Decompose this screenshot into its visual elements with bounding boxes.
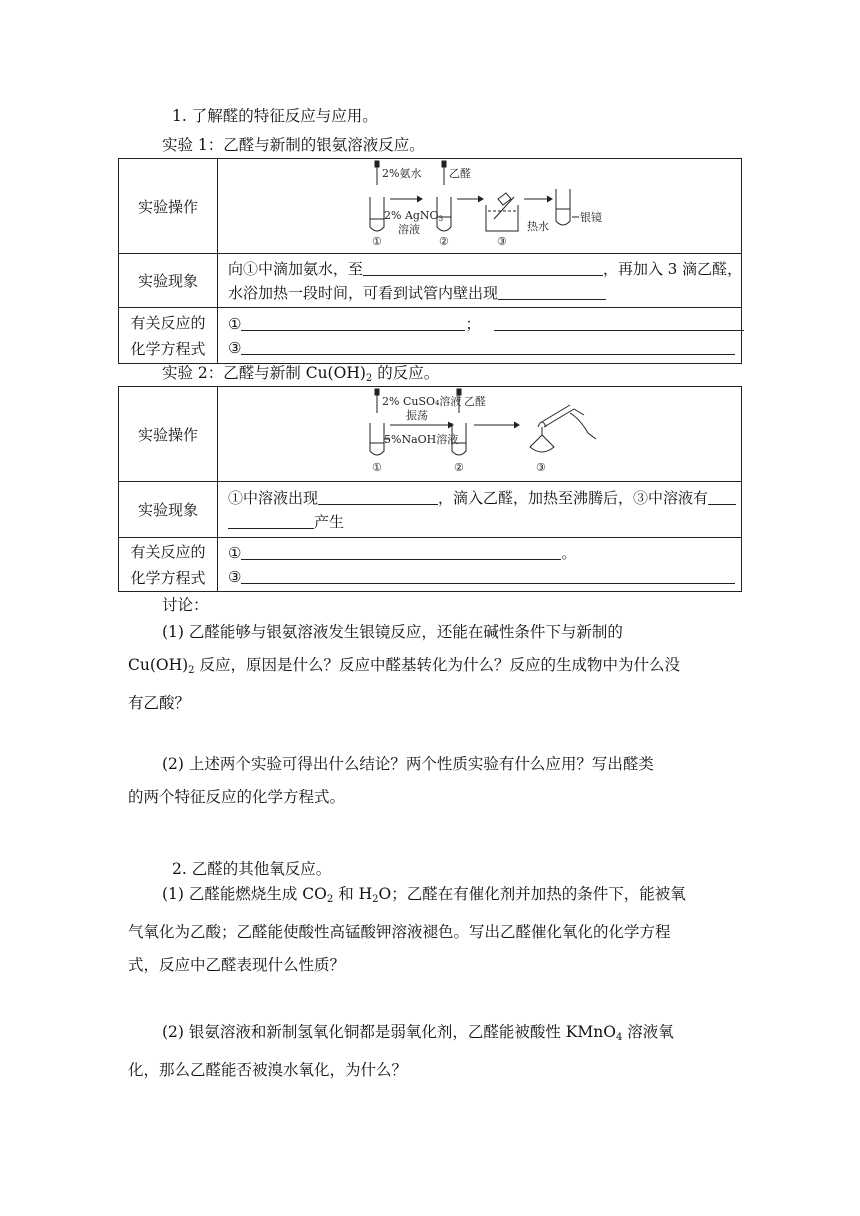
svg-text:乙醛: 乙醛 (464, 395, 486, 408)
svg-text:2%氨水: 2%氨水 (382, 167, 422, 180)
answer-blank[interactable] (498, 283, 606, 300)
section-2-heading: 2. 乙醛的其他氧反应。 (172, 860, 332, 878)
svg-text:2% CuSO₄溶液: 2% CuSO₄溶液 (382, 395, 462, 408)
svg-text:乙醛: 乙醛 (449, 167, 471, 180)
question-1: (1) 乙醛能够与银氨溶液发生银镜反应，还能在碱性条件下与新制的 $Cu(OH)_2$ 反应，原因是什么？反应中醛基转化为什么？反应的生成物中为什么没 有乙酸？ (128, 623, 680, 712)
svg-text:③: ③ (497, 235, 507, 248)
equation-blank[interactable] (494, 314, 744, 331)
alcohol-lamp-icon (530, 435, 554, 452)
svg-text:银镜: 银镜 (580, 211, 602, 224)
discussion-label: 讨论： (162, 596, 209, 614)
phenomenon-label: 实验现象 (119, 254, 218, 308)
equation-blank[interactable] (241, 338, 735, 355)
svg-text:②: ② (439, 235, 449, 248)
silver-mirror-apparatus-figure (218, 159, 742, 249)
svg-text:③: ③ (536, 461, 546, 474)
operation-label: 实验操作 (119, 159, 218, 254)
dropper-icon (375, 161, 379, 167)
hand-icon (570, 413, 596, 439)
experiment-1-title: 实验 1：乙醛与新制的银氨溶液反应。 (162, 136, 425, 154)
svg-text:①: ① (372, 235, 382, 248)
equation-blank[interactable] (241, 567, 735, 584)
svg-text:②: ② (454, 461, 464, 474)
experiment-2-title: 实验 2：乙醛与新制 $Cu(OH)_2$ 的反应。 (162, 364, 440, 384)
question-2: (2) 上述两个实验可得出什么结论？两个性质实验有什么应用？写出醛类 的两个特征反应的化学方程式。 (128, 755, 654, 806)
svg-text:热水: 热水 (527, 220, 549, 233)
svg-text:溶液: 溶液 (398, 223, 420, 236)
section-2-paragraph-1: (1) 乙醛能燃烧生成 $CO_2$ 和 $H_2O$；乙醛在有催化剂并加热的条件下，能被氧 气氧化为乙酸；乙醛能使酸性高锰酸钾溶液褪色。写出乙醛催化氧化的化学方程 式，反应中乙醛表现什么性质？ (128, 885, 686, 974)
answer-blank[interactable] (363, 259, 603, 276)
beaker-icon (486, 205, 518, 231)
svg-text:2% AgNO3: 2% AgNO3 (384, 209, 444, 223)
svg-text:5%NaOH溶液: 5%NaOH溶液 (384, 433, 459, 446)
equation-blank[interactable] (241, 543, 561, 560)
phenomenon-label: 实验现象 (119, 482, 218, 538)
svg-text:振荡: 振荡 (406, 409, 428, 422)
copper-hydroxide-apparatus-figure (218, 387, 742, 477)
section-2-paragraph-2: (2) 银氨溶液和新制氢氧化铜都是弱氧化剂，乙醛能被酸性 KMnO$_4$ 溶液氧 化，那么乙醛能否被溴水氧化，为什么？ (128, 1023, 674, 1079)
test-tube-icon (370, 197, 384, 231)
answer-blank[interactable] (708, 488, 736, 505)
answer-blank[interactable] (228, 512, 314, 529)
experiment-1-table: 实验操作 2%氨水 2% AgNO3 溶液 乙醛 热水 银镜 ① ② ③ 实验现象 向①中滴加氨水，至 ，再加入 3 滴乙醛， 水浴加热一段时间，可看到试管内壁出现 有关反应的 化学方程式 ① ； ③ (118, 158, 742, 364)
section-1-heading: 1. 了解醛的特征反应与应用。 (172, 107, 378, 125)
svg-text:①: ① (372, 461, 382, 474)
operation-label: 实验操作 (119, 387, 218, 482)
equation-blank[interactable] (241, 314, 465, 331)
experiment-2-table: 实验操作 2% CuSO₄溶液 振荡 5%NaOH溶液 乙醛 ① ② ③ 实验现象 ①中溶液出现 ，滴入乙醛，加热至沸腾后，③中溶液有 产生 有关反应的 化学方程式 ① 。 ③ (118, 386, 742, 592)
answer-blank[interactable] (318, 488, 438, 505)
